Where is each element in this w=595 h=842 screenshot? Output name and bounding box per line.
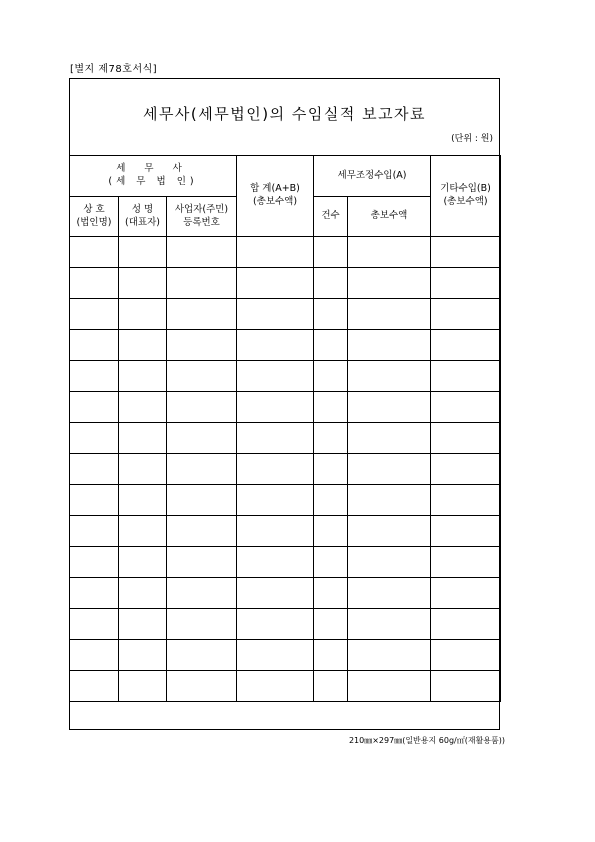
table-cell[interactable] — [348, 268, 431, 299]
table-cell[interactable] — [237, 454, 314, 485]
table-row — [70, 640, 501, 671]
table-cell[interactable] — [167, 578, 237, 609]
table-row — [70, 361, 501, 392]
table-cell[interactable] — [119, 516, 167, 547]
table-cell[interactable] — [314, 671, 348, 702]
table-cell[interactable] — [119, 361, 167, 392]
table-cell[interactable] — [314, 516, 348, 547]
table-cell[interactable] — [314, 640, 348, 671]
table-cell[interactable] — [431, 671, 501, 702]
header-count: 건수 — [314, 197, 348, 237]
table-cell[interactable] — [431, 454, 501, 485]
table-cell[interactable] — [119, 671, 167, 702]
header-trade-name-line1: 상 호 — [83, 203, 105, 215]
table-cell[interactable] — [348, 609, 431, 640]
table-cell[interactable] — [70, 516, 119, 547]
table-cell[interactable] — [237, 609, 314, 640]
table-cell[interactable] — [431, 485, 501, 516]
table-cell[interactable] — [314, 547, 348, 578]
table-cell[interactable] — [431, 392, 501, 423]
table-cell[interactable] — [70, 609, 119, 640]
table-cell[interactable] — [314, 299, 348, 330]
table-cell[interactable] — [237, 268, 314, 299]
table-cell[interactable] — [314, 268, 348, 299]
table-cell[interactable] — [431, 609, 501, 640]
table-cell[interactable] — [348, 671, 431, 702]
table-cell[interactable] — [348, 516, 431, 547]
header-other-line2: (총보수액) — [443, 196, 488, 207]
table-cell[interactable] — [167, 485, 237, 516]
paper-spec-note: 210㎜×297㎜(일반용지 60g/㎡(재활용품)) — [348, 736, 505, 745]
header-total-line2: (총보수액) — [252, 196, 298, 207]
table-cell[interactable] — [348, 423, 431, 454]
table-row — [70, 485, 501, 516]
table-cell[interactable] — [167, 423, 237, 454]
header-total — [237, 156, 314, 237]
table-cell[interactable] — [119, 609, 167, 640]
header-name-line1: 성 명 — [131, 203, 154, 215]
table-cell[interactable] — [348, 485, 431, 516]
table-cell[interactable] — [167, 330, 237, 361]
table-cell[interactable] — [70, 423, 119, 454]
header-row-1 — [70, 156, 501, 197]
header-reg-no — [167, 197, 237, 237]
table-cell[interactable] — [314, 237, 348, 268]
table-cell[interactable] — [348, 330, 431, 361]
table-cell[interactable] — [70, 485, 119, 516]
table-cell[interactable] — [431, 640, 501, 671]
table-row — [70, 392, 501, 423]
table-cell[interactable] — [314, 361, 348, 392]
table-cell[interactable] — [431, 423, 501, 454]
table-cell[interactable] — [348, 640, 431, 671]
table-cell[interactable] — [237, 330, 314, 361]
table-row — [70, 268, 501, 299]
table-cell[interactable] — [237, 671, 314, 702]
header-total-line1: 합 계(A+B) — [250, 183, 300, 195]
report-form-frame — [69, 78, 500, 730]
table-cell[interactable] — [314, 609, 348, 640]
table-cell[interactable] — [119, 578, 167, 609]
table-cell[interactable] — [314, 578, 348, 609]
table-row — [70, 516, 501, 547]
table-cell[interactable] — [348, 392, 431, 423]
table-cell[interactable] — [70, 454, 119, 485]
table-cell[interactable] — [314, 454, 348, 485]
table-cell[interactable] — [70, 547, 119, 578]
table-cell[interactable] — [167, 609, 237, 640]
table-cell[interactable] — [431, 516, 501, 547]
header-trade-name — [70, 197, 119, 237]
form-number-label: [별지 제78호서식] — [70, 64, 158, 75]
table-cell[interactable] — [70, 392, 119, 423]
table-cell[interactable] — [237, 361, 314, 392]
table-cell[interactable] — [237, 516, 314, 547]
table-cell[interactable] — [119, 392, 167, 423]
table-row — [70, 237, 501, 268]
table-cell[interactable] — [167, 268, 237, 299]
header-other-income — [431, 156, 501, 237]
table-cell[interactable] — [237, 547, 314, 578]
table-cell[interactable] — [70, 361, 119, 392]
table-cell[interactable] — [119, 454, 167, 485]
table-cell[interactable] — [237, 392, 314, 423]
table-cell[interactable] — [237, 485, 314, 516]
table-cell[interactable] — [237, 299, 314, 330]
table-cell[interactable] — [431, 330, 501, 361]
table-cell[interactable] — [348, 299, 431, 330]
table-body — [70, 237, 501, 702]
table-cell[interactable] — [237, 237, 314, 268]
table-cell[interactable] — [237, 578, 314, 609]
table-cell[interactable] — [167, 454, 237, 485]
header-tax-accountant-line1: 세 무 사 — [116, 163, 190, 175]
table-cell[interactable] — [119, 299, 167, 330]
header-total-fee: 총보수액 — [348, 197, 431, 237]
table-cell[interactable] — [70, 330, 119, 361]
table-row — [70, 423, 501, 454]
table-cell[interactable] — [431, 578, 501, 609]
income-report-table — [69, 155, 501, 702]
table-cell[interactable] — [119, 485, 167, 516]
table-row — [70, 609, 501, 640]
table-cell[interactable] — [119, 330, 167, 361]
table-cell[interactable] — [70, 671, 119, 702]
table-cell[interactable] — [119, 268, 167, 299]
table-cell[interactable] — [167, 547, 237, 578]
table-cell[interactable] — [70, 268, 119, 299]
table-cell[interactable] — [70, 299, 119, 330]
header-reg-no-line1: 사업자(주민) — [174, 203, 229, 215]
header-tax-accountant — [70, 156, 237, 197]
header-name — [119, 197, 167, 237]
table-cell[interactable] — [167, 299, 237, 330]
table-cell[interactable] — [119, 237, 167, 268]
table-cell[interactable] — [167, 361, 237, 392]
table-cell[interactable] — [431, 299, 501, 330]
table-row — [70, 671, 501, 702]
table-cell[interactable] — [237, 423, 314, 454]
table-cell[interactable] — [314, 423, 348, 454]
table-cell[interactable] — [348, 578, 431, 609]
table-cell[interactable] — [314, 330, 348, 361]
table-cell[interactable] — [431, 547, 501, 578]
form-title: 세무사(세무법인)의 수임실적 보고자료 — [142, 105, 427, 123]
header-tax-accountant-line2: (세 무 법 인) — [108, 176, 198, 187]
table-cell[interactable] — [167, 237, 237, 268]
table-cell[interactable] — [70, 578, 119, 609]
table-cell[interactable] — [431, 361, 501, 392]
table-cell[interactable] — [431, 268, 501, 299]
table-cell[interactable] — [70, 237, 119, 268]
table-cell[interactable] — [348, 454, 431, 485]
unit-label: (단위 : 원) — [451, 134, 493, 144]
table-cell[interactable] — [167, 392, 237, 423]
header-name-line2: (대표자) — [125, 216, 160, 228]
table-cell[interactable] — [348, 361, 431, 392]
table-cell[interactable] — [70, 640, 119, 671]
table-cell[interactable] — [348, 237, 431, 268]
table-cell[interactable] — [119, 547, 167, 578]
table-cell[interactable] — [314, 392, 348, 423]
table-cell[interactable] — [348, 547, 431, 578]
table-cell[interactable] — [167, 516, 237, 547]
header-tax-adjust: 세무조정수입(A) — [314, 156, 431, 197]
header-other-line1: 기타수입(B) — [440, 183, 491, 195]
table-row — [70, 299, 501, 330]
table-cell[interactable] — [119, 640, 167, 671]
table-row — [70, 454, 501, 485]
table-cell[interactable] — [119, 423, 167, 454]
table-cell[interactable] — [237, 640, 314, 671]
table-row — [70, 330, 501, 361]
table-cell[interactable] — [167, 671, 237, 702]
table-cell[interactable] — [314, 485, 348, 516]
table-cell[interactable] — [431, 237, 501, 268]
header-reg-no-line2: 등록번호 — [183, 216, 220, 228]
table-row — [70, 547, 501, 578]
table-cell[interactable] — [167, 640, 237, 671]
table-row — [70, 578, 501, 609]
header-trade-name-line2: (법인명) — [76, 216, 112, 228]
